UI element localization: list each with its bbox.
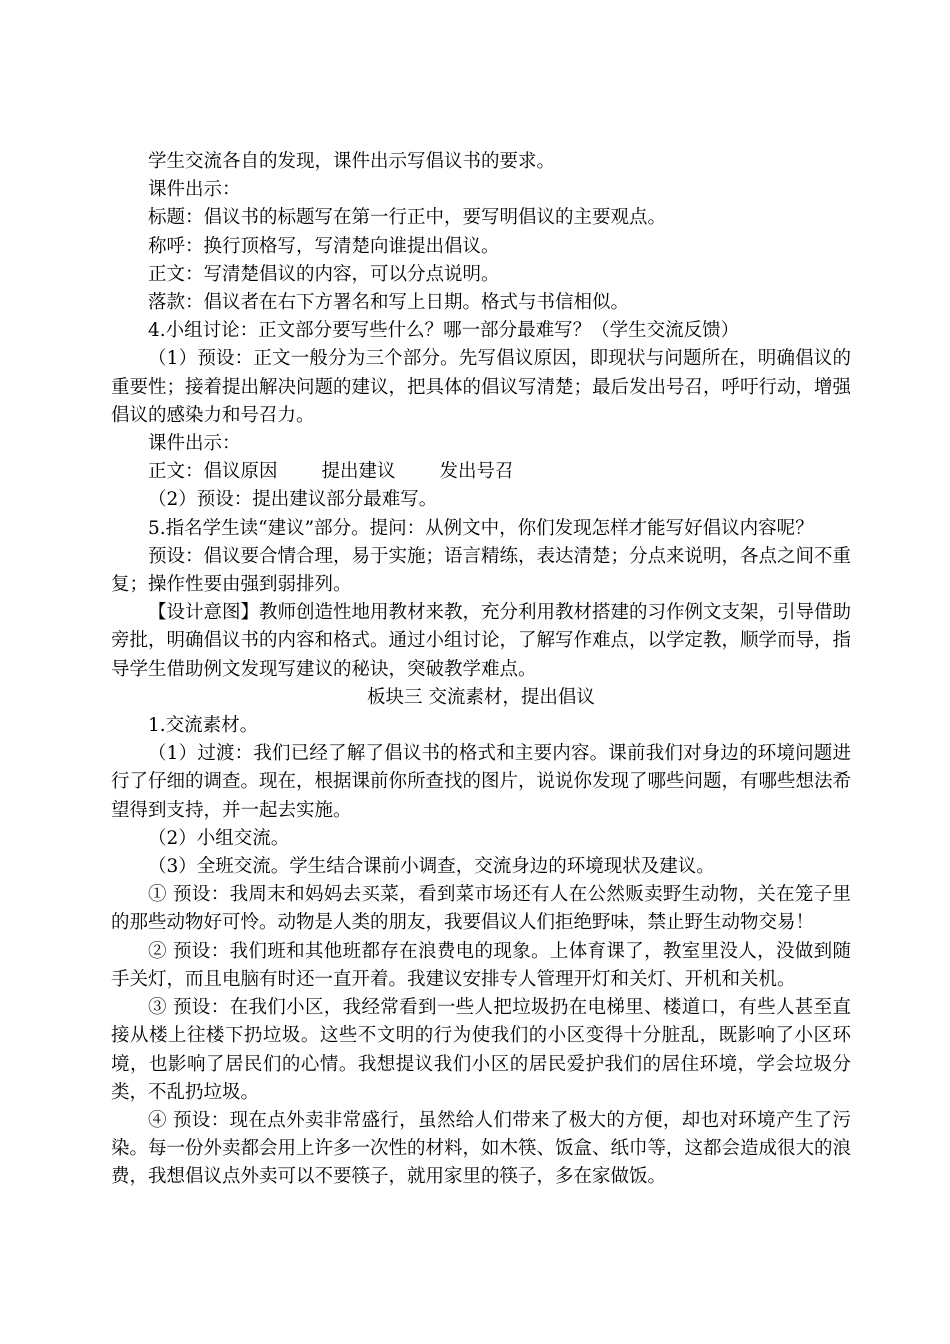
- structure-reason: 正文：倡议原因: [148, 461, 278, 483]
- section-heading: 板块三 交流素材，提出倡议: [367, 686, 595, 708]
- paragraph-salutation-rule: 称呼：换行顶格写，写清楚向谁提出倡议。: [148, 235, 500, 257]
- paragraph-title-rule: 标题：倡议书的标题写在第一行正中，要写明倡议的主要观点。: [148, 207, 667, 229]
- paragraph-preset-takeout: ④ 预设：现在点外卖非常盛行，虽然给人们带来了极大的方便，却也对环境产生了污染。每一份外卖都会用上许多一次性的材料，如木筷、饭盒、纸巾等，这都会造成很大的浪费，我想倡议点外卖可以不要筷子，就用家里的筷子，多在家做饭。: [111, 1109, 852, 1188]
- paragraph-preset-garbage: ③ 预设：在我们小区，我经常看到一些人把垃圾扔在电梯里、楼道口，有些人甚至直接从楼上往楼下扔垃圾。这些不文明的行为使我们的小区变得十分脏乱，既影响了小区环境，也影响了居民们的心情。我想提议我们小区的居民爱护我们的居住环境，学会垃圾分类，不乱扔垃圾。: [111, 997, 851, 1103]
- paragraph-class-exchange: （3）全班交流。学生结合课前小调查，交流身边的环境现状及建议。: [148, 856, 715, 878]
- paragraph-courseware-show-1: 课件出示：: [148, 179, 241, 201]
- paragraph-design-intent: 【设计意图】教师创造性地用教材来教，充分利用教材搭建的习作例文支架，引导借助旁批，明确倡议书的内容和格式。通过小组讨论，了解写作难点，以学定教，顺学而导，指导学生借助例文发现写建议的秘诀，突破教学难点。: [111, 602, 852, 680]
- paragraph-read-suggestion: 5.指名学生读“建议”部分。提问：从例文中，你们发现怎样才能写好倡议内容呢？: [148, 517, 814, 539]
- paragraph-group-discussion: 4.小组讨论：正文部分要写些什么？哪一部分最难写？（学生交流反馈）: [148, 320, 740, 342]
- paragraph-preset-wildlife: ① 预设：我周末和妈妈去买菜，看到菜市场还有人在公然贩卖野生动物，关在笼子里的那些动物好可怜。动物是人类的朋友，我要倡议人们拒绝野味，禁止野生动物交易！: [111, 884, 851, 934]
- paragraph-body-structure: [111, 458, 851, 486]
- document-page: [111, 148, 851, 1192]
- paragraph-exchange-material: 1.交流素材。: [148, 715, 259, 737]
- structure-call: 发出号召: [439, 461, 514, 483]
- structure-suggestion: 提出建议: [321, 461, 396, 483]
- paragraph-preset-2: （2）预设：提出建议部分最难写。: [148, 489, 438, 511]
- paragraph-transition: （1）过渡：我们已经了解了倡议书的格式和主要内容。课前我们对身边的环境问题进行了仔细的调查。现在，根据课前你所查找的图片，说说你发现了哪些问题，有哪些想法希望得到支持，并一起去实施。: [111, 743, 852, 821]
- paragraph-preset-suggestion: 预设：倡议要合情合理，易于实施；语言精练，表达清楚；分点来说明，各点之间不重复；操作性要由强到弱排列。: [111, 545, 852, 596]
- paragraph-signature-rule: 落款：倡议者在右下方署名和写上日期。格式与书信相似。: [148, 292, 630, 314]
- paragraph-group-exchange: （2）小组交流。: [148, 827, 290, 849]
- paragraph-preset-1: （1）预设：正文一般分为三个部分。先写倡议原因，即现状与问题所在，明确倡议的重要性；接着提出解决问题的建议，把具体的倡议写清楚；最后发出号召，呼吁行动，增强倡议的感染力和号召力。: [111, 348, 852, 426]
- paragraph-courseware-show-2: 课件出示：: [148, 433, 241, 455]
- paragraph-preset-electricity: ② 预设：我们班和其他班都存在浪费电的现象。上体育课了，教室里没人，没做到随手关灯，而且电脑有时还一直开着。我建议安排专人管理开灯和关灯、开机和关机。: [111, 940, 851, 990]
- paragraph-body-rule: 正文：写清楚倡议的内容，可以分点说明。: [148, 263, 500, 285]
- paragraph-students-share: 学生交流各自的发现，课件出示写倡议书的要求。: [148, 151, 556, 172]
